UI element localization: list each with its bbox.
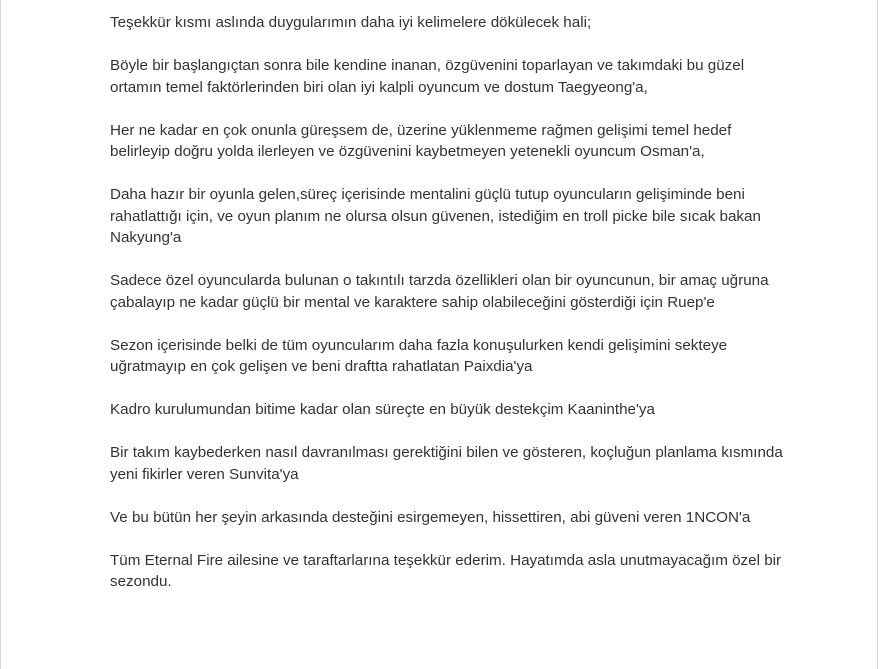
paragraph-ruep: Sadece özel oyuncularda bulunan o takıntılı tarzda özellikleri olan bir oyuncunun, bir amaç uğruna çabalayıp ne kadar güçlü bir mental ve karaktere sahip olabileceğini gösterdiği için Ruep'e — [110, 272, 769, 311]
document-body — [110, 12, 790, 614]
paragraph-closing: Tüm Eternal Fire ailesine ve taraftarlarına teşekkür ederim. Hayatımda asla unutmayacağım özel bir sezondu. — [110, 551, 782, 590]
paragraph-sunvita: Bir takım kaybederken nasıl davranılması gerektiğini bilen ve gösteren, koçluğun planlama kısmında yeni fikirler veren Sunvita'ya — [110, 444, 783, 483]
paragraph-taegyeong: Böyle bir başlangıçtan sonra bile kendine inanan, özgüvenini toparlayan ve takımdaki bu güzel ortamın temel faktörlerinden biri olan iyi kalpli oyuncum ve dostum Taegyeong'a, — [110, 57, 745, 96]
paragraph-paixdia: Sezon içerisinde belki de tüm oyuncularım daha fazla konuşulurken kendi gelişimini sekteye uğratmayıp en çok gelişen ve beni draftta rahatlatan Paixdia'ya — [110, 336, 728, 375]
paragraph-osman: Her ne kadar en çok onunla güreşsem de, üzerine yüklenmeme rağmen gelişimi temel hedef belirleyip doğru yolda ilerleyen ve özgüvenini kaybetmeyen yetenekli oyuncum Osman'a, — [110, 121, 732, 160]
paragraph-nakyung: Daha hazır bir oyunla gelen,süreç içerisinde mentalini güçlü tutup oyuncuların gelişiminde beni rahatlattığı için, ve oyun planım ne olursa olsun güvenen, istediğim en troll picke bile sıcak bakan Nakyung'a — [110, 186, 761, 246]
paragraph-intro: Teşekkür kısmı aslında duygularımın daha iyi kelimelere dökülecek hali; — [110, 14, 592, 31]
paragraph-1ncon: Ve bu bütün her şeyin arkasında desteğini esirgemeyen, hissettiren, abi güveni veren 1NCON'a — [110, 508, 751, 526]
paragraph-kaaninthe: Kadro kurulumundan bitime kadar olan süreçte en büyük destekçim Kaaninthe'ya — [110, 401, 655, 418]
